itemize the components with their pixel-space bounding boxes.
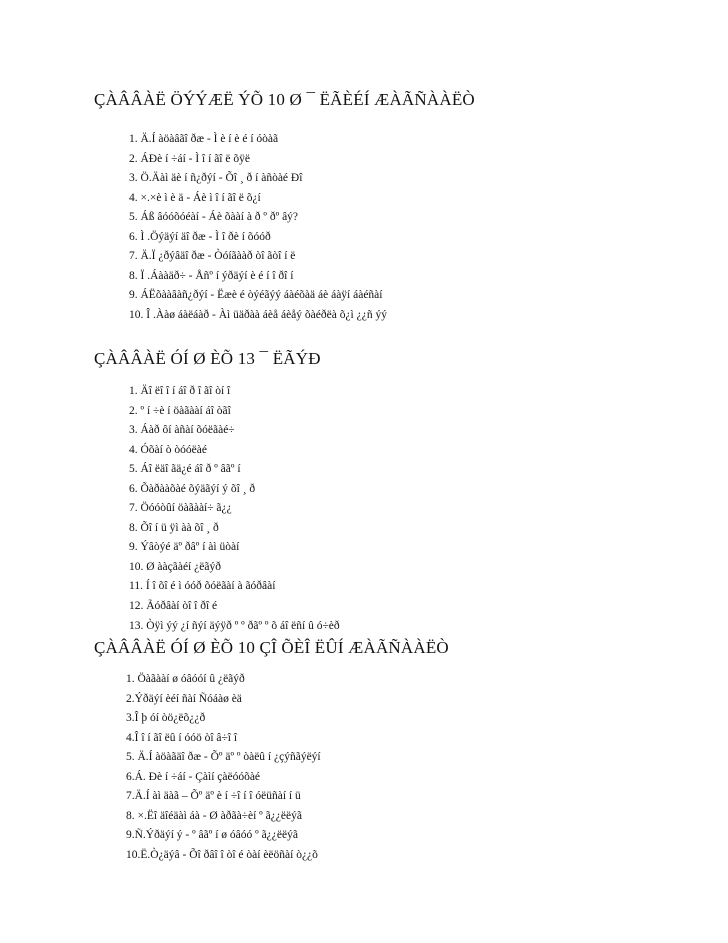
list-item: 5. Áß âóóõóéàí - Áè õààí à ð º ðº âý? xyxy=(129,211,299,223)
list-item: 9. ÁËõààâàñ¿ðýí - Ëæè é òýéãýý áàéõàä áè áàÿí áàéñàí xyxy=(129,289,383,301)
section-title: ÇÀÂÂÀË ÓÍ Ø ÈÕ 13 ¯ ËÃÝÐ xyxy=(94,349,321,368)
list-item: 3. Áàð ôí àñàí õóëãàé÷ xyxy=(129,424,235,437)
list-item: 4. Óõàí ò òóóëàé xyxy=(129,443,207,456)
list-item: 9.Ñ.Ýðäýí ý - º âãº í ø óâóó º ã¿¿ëëýã xyxy=(126,829,298,841)
list-item: 5. Ä.Í àöàãäî ðæ - Õº äº º òàëû í ¿çýñãýëýí xyxy=(126,751,321,763)
list-item: 6.Á. Ðè í ÷áí - Çàìí çàëóóõàé xyxy=(126,770,261,783)
item-list xyxy=(126,670,321,865)
list-item: 2. ÁÐè í ÷áí - Ì î í ãî ë õÿë xyxy=(129,152,250,165)
item-list xyxy=(129,130,387,325)
list-item: 2.Ýðäýí èéí ñàí Ñóáàø èä xyxy=(126,692,242,705)
section-title: ÇÀÂÂÀË ÖÝÝÆË ÝÕ 10 Ø ¯ ËÃÈÉÍ ÆÀÃÑÀÀËÒ xyxy=(94,90,475,109)
item-list xyxy=(129,382,340,636)
list-item: 8. Õî í ü ÿì àà õî ¸ ð xyxy=(129,521,219,534)
list-item: 8. Ï .Áààäð÷ - Åñº í ýðäýí è é í î ðî í xyxy=(129,269,294,282)
list-item: 7.Ä.Í àì äàã – Õº äº è í ÷î í î óëüñàí í ü xyxy=(126,790,301,802)
list-item: 1. Äî ëî î í áî ð î ãî òí î xyxy=(129,385,231,397)
list-item: 3.Î þ óí òö¿ëõ¿¿ð xyxy=(126,712,206,724)
list-item: 12. Ãóðâàí òî î ðî é xyxy=(129,600,218,613)
list-item: 4.Î î í ãî ëû í óóö òî â÷î î xyxy=(126,731,238,744)
section-title: ÇÀÂÂÀË ÓÍ Ø ÈÕ 10 ÇÎ ÕÈÎ ËÛÍ ÆÀÃÑÀÀËÒ xyxy=(94,638,449,657)
list-item: 1. Öàãààí ø óâóóí û ¿ëãýð xyxy=(126,673,245,685)
list-item: 3. Ö.Äàì äè í ñ¿ðýí - Õî ¸ ð í àñòàé Ðî xyxy=(129,172,303,184)
list-item: 10. Ø ààçãàéí ¿ëãýð xyxy=(129,560,221,573)
list-item: 7. Ä.Ï ¿ðýâäî ðæ - Òóíãààð òî ãòî í ë xyxy=(129,250,296,262)
list-item: 1. Ä.Í àöàâãî ðæ - Ì è í è é í óòàã xyxy=(129,133,279,145)
list-item: 2. º í ÷è í öàãààí áî òãî xyxy=(129,404,231,417)
list-item: 10.Ë.Ò¿äýâ - Õî ðâî î òî é òàí èëöñàí ò¿¿õ xyxy=(126,848,318,861)
list-item: 10. Î .Ààø áàëáàð - Àì üäðàà áèå áèåý õàéðëà õ¿ì ¿¿ñ ýý xyxy=(129,308,387,321)
list-item: 9. Ýâòýé äº ðâº í àì üòàí xyxy=(129,541,240,554)
list-item: 6. Õàðààõàé õýäãýí ý õî ¸ ð xyxy=(129,482,256,495)
list-item: 4. ×.×è ì è ä - Áè ì î í ãî ë õ¿í xyxy=(129,191,261,204)
list-item: 13. Òÿì ýý ¿í ñýí äýÿð º º ðãº º õ áî ëñí û ó÷èð xyxy=(129,619,340,632)
list-item: 11. Í î õî é ì óóð õóëãàí à ãóðâàí xyxy=(129,580,276,593)
list-item: 7. Öóóòûí öàãààí÷ ã¿¿ xyxy=(129,502,232,515)
list-item: 6. Ì .Öýäýí äî ðæ - Ì î ðè í õóóð xyxy=(129,230,271,243)
list-item: 5. Áî ëäî ãä¿é áî ð º âãº í xyxy=(129,463,241,476)
list-item: 8. ×.Ëî äîéäàì áà - Ø àðãà÷èí º ã¿¿ëëýã xyxy=(126,809,302,822)
